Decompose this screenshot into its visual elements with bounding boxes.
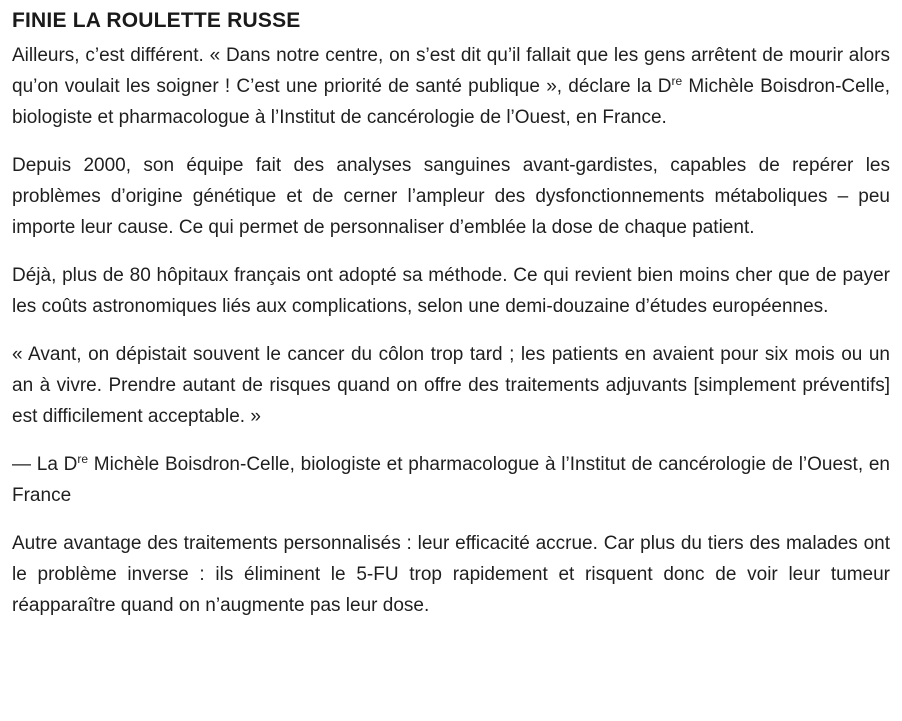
paragraph-advantage: Autre avantage des traitements personnalisés : leur efficacité accrue. Car plus du tiers des malades ont le problème inverse : ils éliminent le 5-FU trop rapidement et risquent donc de voir leur tumeur réapparaître quand on n’augmente pas leur dose. — [12, 533, 890, 616]
article — [12, 0, 890, 621]
paragraph-analyses: Depuis 2000, son équipe fait des analyses sanguines avant-gardistes, capables de repérer les problèmes d’origine génétique et de cerner l’ampleur des dysfonctionnements métaboliques – peu importe leur cause. Ce qui permet de personnaliser d’emblée la dose de chaque patient. — [12, 155, 890, 238]
paragraph-hospitals: Déjà, plus de 80 hôpitaux français ont adopté sa méthode. Ce qui revient bien moins cher que de payer les coûts astronomiques liés aux complications, selon une demi-douzaine d’études européennes. — [12, 265, 890, 317]
title-superscript: re — [671, 74, 683, 88]
section-heading: FINIE LA ROULETTE RUSSE — [12, 9, 301, 32]
paragraph-intro — [12, 40, 890, 133]
attribution-text-end: Michèle Boisdron-Celle, biologiste et pharmacologue à l’Institut de cancérologie de l’Ouest, en France — [12, 454, 890, 506]
attribution-superscript: re — [77, 452, 89, 466]
attribution-text: — La D — [12, 454, 78, 475]
quote-paragraph: « Avant, on dépistait souvent le cancer du côlon trop tard ; les patients en avaient pour six mois ou un an à vivre. Prendre autant de risques quand on offre des traitements adjuvants [simplement préventifs] est difficilement acceptable. » — [12, 344, 890, 427]
paragraph-intro-text: Ailleurs, c’est différent. « Dans notre centre, on s’est dit qu’il fallait que les gens arrêtent de mourir alors qu’on voulait les soigner ! C’est une priorité de santé publique », déclare la D — [12, 45, 890, 97]
quote-attribution — [12, 449, 890, 511]
paragraph-intro-text-end: Michèle Boisdron-Celle, biologiste et pharmacologue à l’Institut de cancérologie de l’Ouest, en France. — [12, 76, 890, 128]
